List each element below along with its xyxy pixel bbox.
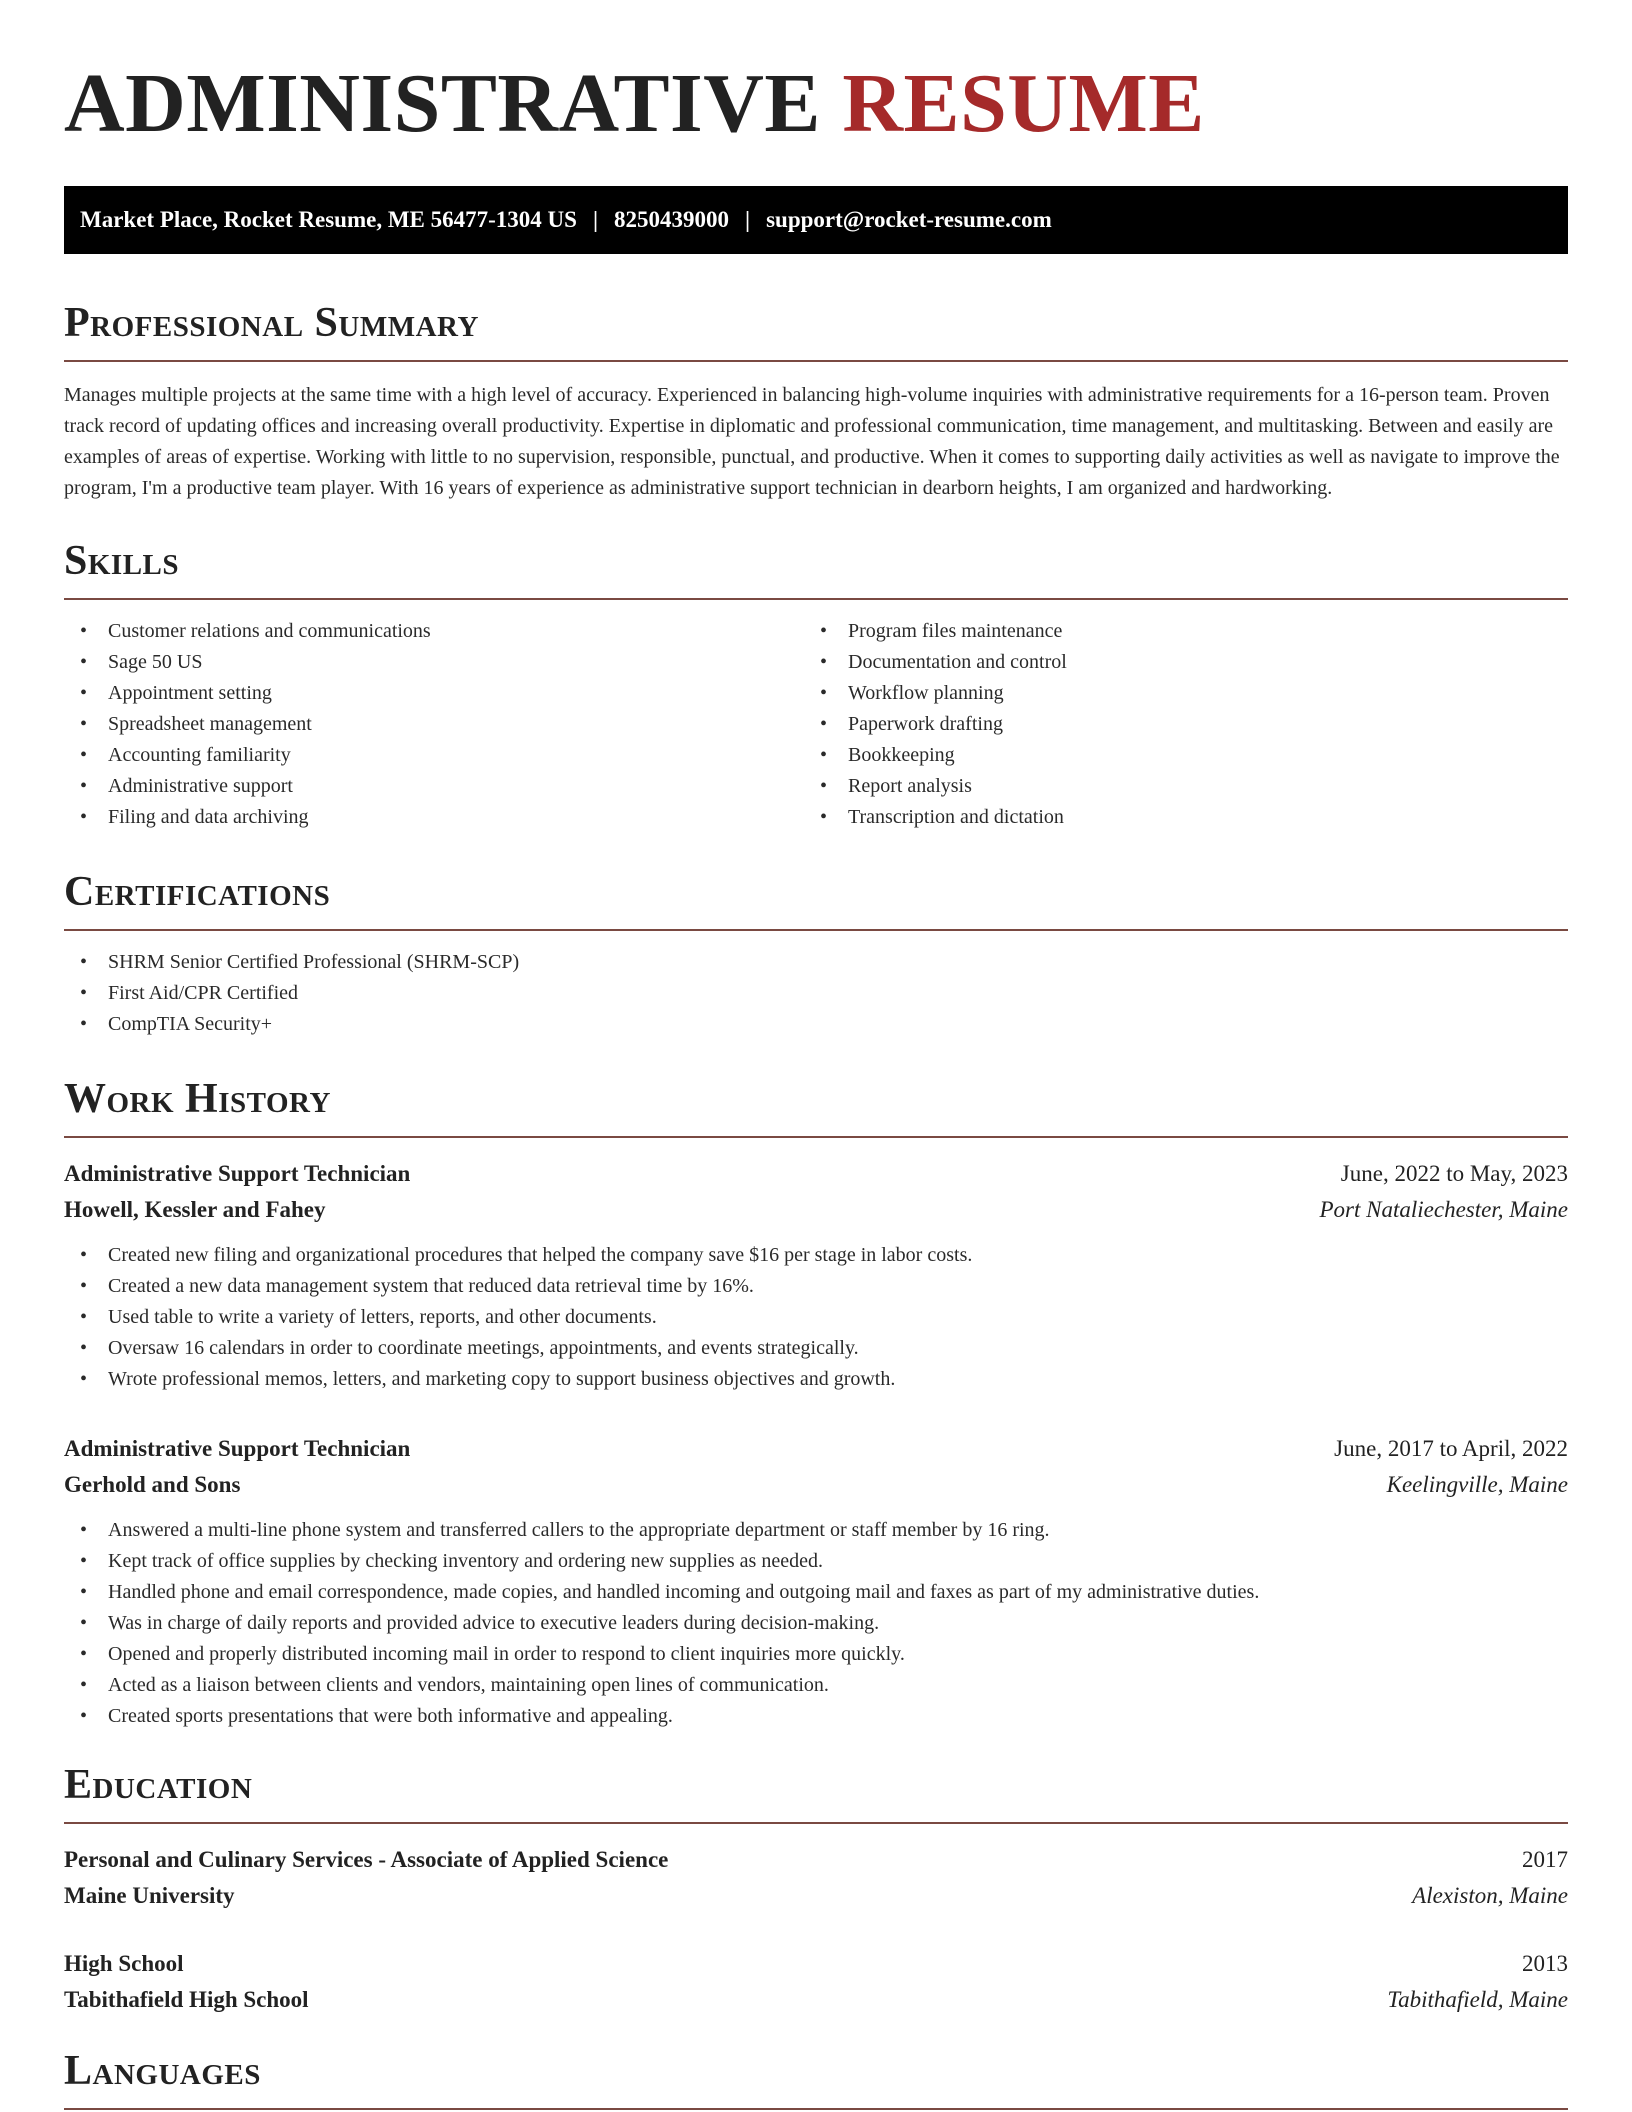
skill-item: • Documentation and control <box>804 647 1544 678</box>
title-accent: RESUME <box>842 57 1205 150</box>
skills-column-right <box>804 616 1544 833</box>
skill-item: • Report analysis <box>804 771 1544 802</box>
section-heading-languages: Languages <box>64 2050 1568 2110</box>
job-bullet: • Wrote professional memos, letters, and marketing copy to support business objectives and growth. <box>64 1364 1568 1395</box>
education-school-row <box>64 1982 1568 2018</box>
jobs-container <box>64 1156 1568 1732</box>
job-company: Howell, Kessler and Fahey <box>64 1197 326 1222</box>
job-dates: June, 2022 to May, 2023 <box>1340 1161 1568 1186</box>
job-bullet: • Acted as a liaison between clients and vendors, maintaining open lines of communication. <box>64 1670 1568 1701</box>
education-degree: Personal and Culinary Services - Associate of Applied Science <box>64 1847 669 1872</box>
skill-item: • Customer relations and communications <box>64 616 804 647</box>
section-certifications <box>64 871 1568 1040</box>
title-main: ADMINISTRATIVE <box>64 57 821 150</box>
skill-item: • Accounting familiarity <box>64 740 804 771</box>
section-heading-certifications: Certifications <box>64 871 1568 931</box>
skills-list-left <box>64 616 804 833</box>
job-title: Administrative Support Technician <box>64 1436 411 1461</box>
skills-column-left <box>64 616 804 833</box>
education-year: 2013 <box>1522 1951 1568 1976</box>
skill-item: • Filing and data archiving <box>64 802 804 833</box>
contact-email: support@rocket-resume.com <box>766 207 1052 232</box>
education-location: Alexiston, Maine <box>1412 1883 1568 1908</box>
job-bullet: • Created sports presentations that were both informative and appealing. <box>64 1701 1568 1732</box>
job-title-row <box>64 1156 1568 1192</box>
skill-item: • Appointment setting <box>64 678 804 709</box>
education-container <box>64 1842 1568 2018</box>
education-entry <box>64 1842 1568 1914</box>
education-degree-row <box>64 1946 1568 1982</box>
section-summary <box>64 302 1568 504</box>
job-title-row <box>64 1431 1568 1467</box>
summary-text: Manages multiple projects at the same time with a high level of accuracy. Experienced in balancing high-volume inquiries with administrative requirements for a 16-person team. Proven track record of updating offices and increasing overall productivity. Expertise in diplomatic and professional communication, time management, and multitasking. Between and easily are examples of areas of expertise. Working with little to no supervision, responsible, punctual, and productive. When it comes to supporting daily activities as well as navigate to improve the program, I'm a productive team player. With 16 years of experience as administrative support technician in dearborn heights, I am organized and hardworking. <box>64 384 1560 499</box>
job-bullet: • Kept track of office supplies by checking inventory and ordering new supplies as needed. <box>64 1546 1568 1577</box>
education-year: 2017 <box>1522 1847 1568 1872</box>
job-company-row <box>64 1192 1568 1228</box>
section-education <box>64 1764 1568 2018</box>
job-entry <box>64 1156 1568 1395</box>
resume-title <box>64 57 1568 150</box>
job-bullet: • Answered a multi-line phone system and transferred callers to the appropriate department or staff member by 16 ring. <box>64 1515 1568 1546</box>
skill-item: • Spreadsheet management <box>64 709 804 740</box>
skill-item: • Administrative support <box>64 771 804 802</box>
skills-grid <box>64 616 1568 833</box>
job-bullet: • Used table to write a variety of letters, reports, and other documents. <box>64 1302 1568 1333</box>
education-location: Tabithafield, Maine <box>1387 1987 1568 2012</box>
job-bullet: • Handled phone and email correspondence, made copies, and handled incoming and outgoing mail and faxes as part of my administrative duties. <box>64 1577 1568 1608</box>
skill-item: • Paperwork drafting <box>804 709 1544 740</box>
contact-bar <box>64 186 1568 254</box>
skill-item: • Program files maintenance <box>804 616 1544 647</box>
job-bullet: • Opened and properly distributed incoming mail in order to respond to client inquiries more quickly. <box>64 1639 1568 1670</box>
job-location: Keelingville, Maine <box>1386 1472 1568 1497</box>
skill-item: • Bookkeeping <box>804 740 1544 771</box>
contact-phone: 8250439000 <box>614 207 730 232</box>
contact-separator: | <box>592 207 599 232</box>
education-school: Tabithafield High School <box>64 1987 309 2012</box>
skill-item: • Sage 50 US <box>64 647 804 678</box>
job-title: Administrative Support Technician <box>64 1161 411 1186</box>
job-company: Gerhold and Sons <box>64 1472 241 1497</box>
job-bullet: • Oversaw 16 calendars in order to coordinate meetings, appointments, and events strategically. <box>64 1333 1568 1364</box>
job-bullet: • Created a new data management system that reduced data retrieval time by 16%. <box>64 1271 1568 1302</box>
job-location: Port Nataliechester, Maine <box>1319 1197 1568 1222</box>
section-heading-education: Education <box>64 1764 1568 1824</box>
section-languages <box>64 2050 1568 2110</box>
job-bullets <box>64 1240 1568 1395</box>
section-heading-summary: Professional Summary <box>64 302 1568 362</box>
skills-list-right <box>804 616 1544 833</box>
job-entry <box>64 1431 1568 1732</box>
education-degree-row <box>64 1842 1568 1878</box>
education-degree: High School <box>64 1951 184 1976</box>
certification-item: • SHRM Senior Certified Professional (SHRM-SCP) <box>64 947 1568 978</box>
certification-item: • First Aid/CPR Certified <box>64 978 1568 1009</box>
job-company-row <box>64 1467 1568 1503</box>
section-heading-work-history: Work History <box>64 1078 1568 1138</box>
section-skills <box>64 540 1568 833</box>
skill-item: • Transcription and dictation <box>804 802 1544 833</box>
job-bullet: • Created new filing and organizational procedures that helped the company save $16 per stage in labor costs. <box>64 1240 1568 1271</box>
skill-item: • Workflow planning <box>804 678 1544 709</box>
certification-item: • CompTIA Security+ <box>64 1009 1568 1040</box>
job-bullets <box>64 1515 1568 1732</box>
job-dates: June, 2017 to April, 2022 <box>1334 1436 1568 1461</box>
job-bullet: • Was in charge of daily reports and provided advice to executive leaders during decision-making. <box>64 1608 1568 1639</box>
section-heading-skills: Skills <box>64 540 1568 600</box>
section-work-history <box>64 1078 1568 1732</box>
contact-address: Market Place, Rocket Resume, ME 56477-1304 US <box>80 207 577 232</box>
certifications-list <box>64 947 1568 1040</box>
education-school-row <box>64 1878 1568 1914</box>
education-entry <box>64 1946 1568 2018</box>
education-school: Maine University <box>64 1883 235 1908</box>
contact-separator: | <box>745 207 751 232</box>
